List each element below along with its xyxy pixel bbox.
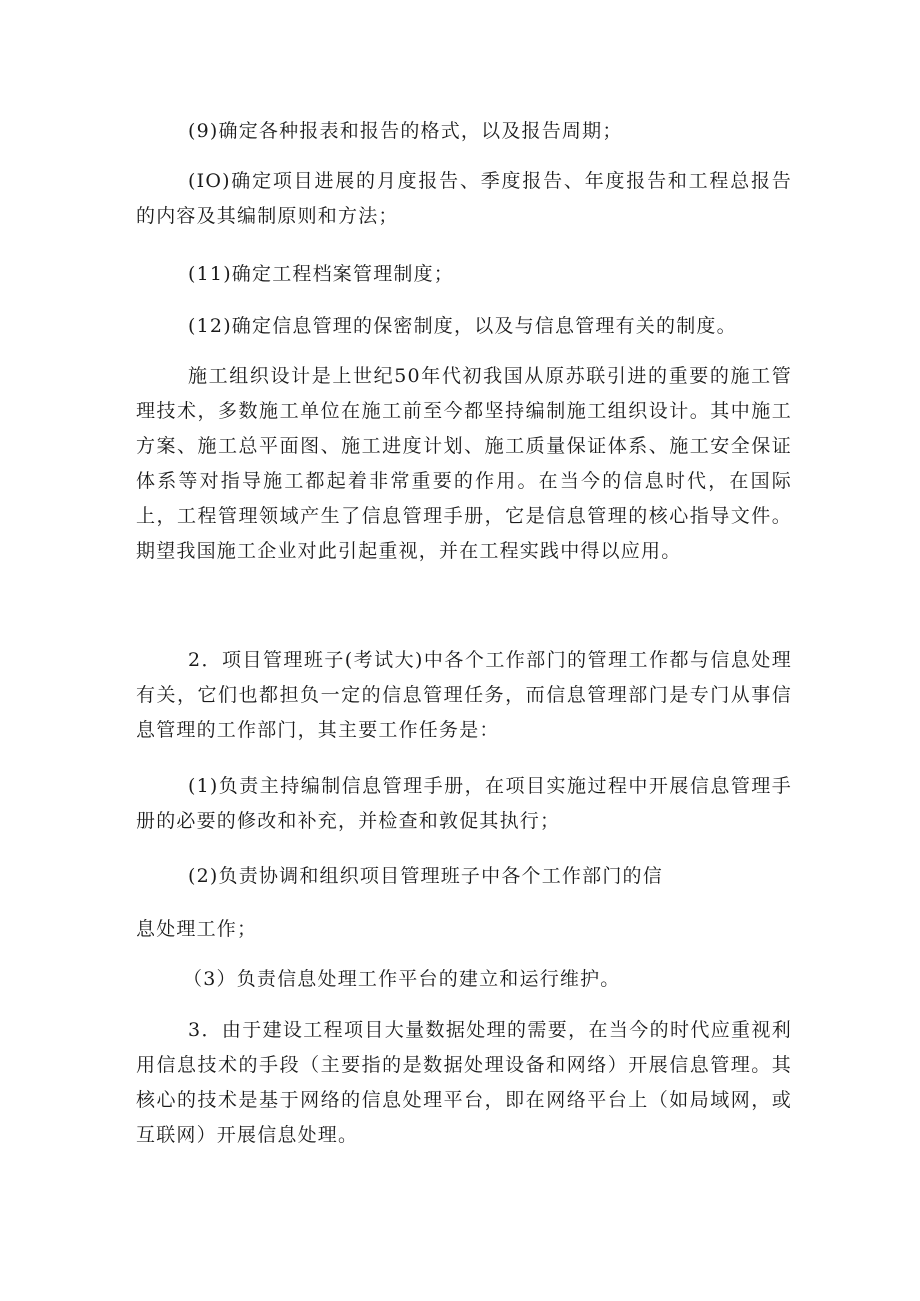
paragraph-task-3: （3）负责信息处理工作平台的建立和运行维护。 (183, 968, 621, 990)
paragraph-item-12: (12)确定信息管理的保密制度，以及与信息管理有关的制度。 (188, 315, 737, 337)
paragraph-construction-design: 施工组织设计是上世纪50年代初我国从原苏联引进的重要的施工管理技术，多数施工单位在施工前至今都坚持编制施工组织设计。其中施工方案、施工总平面图、施工进度计划、施工质量保证体系、施工安全保证体系等对指导施工都起着非常重要的作用。在当今的信息时代，在国际上，工程管理领域产生了信息管理手册，它是信息管理的核心指导文件。期望我国施工企业对此引起重视，并在工程实践中得以应用。 (136, 365, 792, 562)
paragraph-item-10: (IO)确定项目进展的月度报告、季度报告、年度报告和工程总报告的内容及其编制原则和方法； (136, 170, 792, 227)
paragraph-task-2-continued: 息处理工作； (136, 918, 258, 940)
paragraph-section-3: 3．由于建设工程项目大量数据处理的需要，在当今的时代应重视利用信息技术的手段（主要指的是数据处理设备和网络）开展信息管理。其核心的技术是基于网络的信息处理平台，即在网络平台上（如局域网，或互联网）开展信息处理。 (136, 1019, 792, 1146)
paragraph-section-2: 2．项目管理班子(考试大)中各个工作部门的管理工作都与信息处理有关，它们也都担负一定的信息管理任务，而信息管理部门是专门从事信息管理的工作部门，其主要工作任务是： (136, 649, 792, 741)
paragraph-task-2: (2)负责协调和组织项目管理班子中各个工作部门的信 (188, 865, 663, 887)
paragraph-item-11: (11)确定工程档案管理制度； (188, 263, 455, 285)
paragraph-item-9: (9)确定各种报表和报告的格式，以及报告周期； (188, 120, 623, 142)
paragraph-task-1: (1)负责主持编制信息管理手册，在项目实施过程中开展信息管理手册的必要的修改和补充，并检查和敦促其执行； (136, 775, 792, 832)
